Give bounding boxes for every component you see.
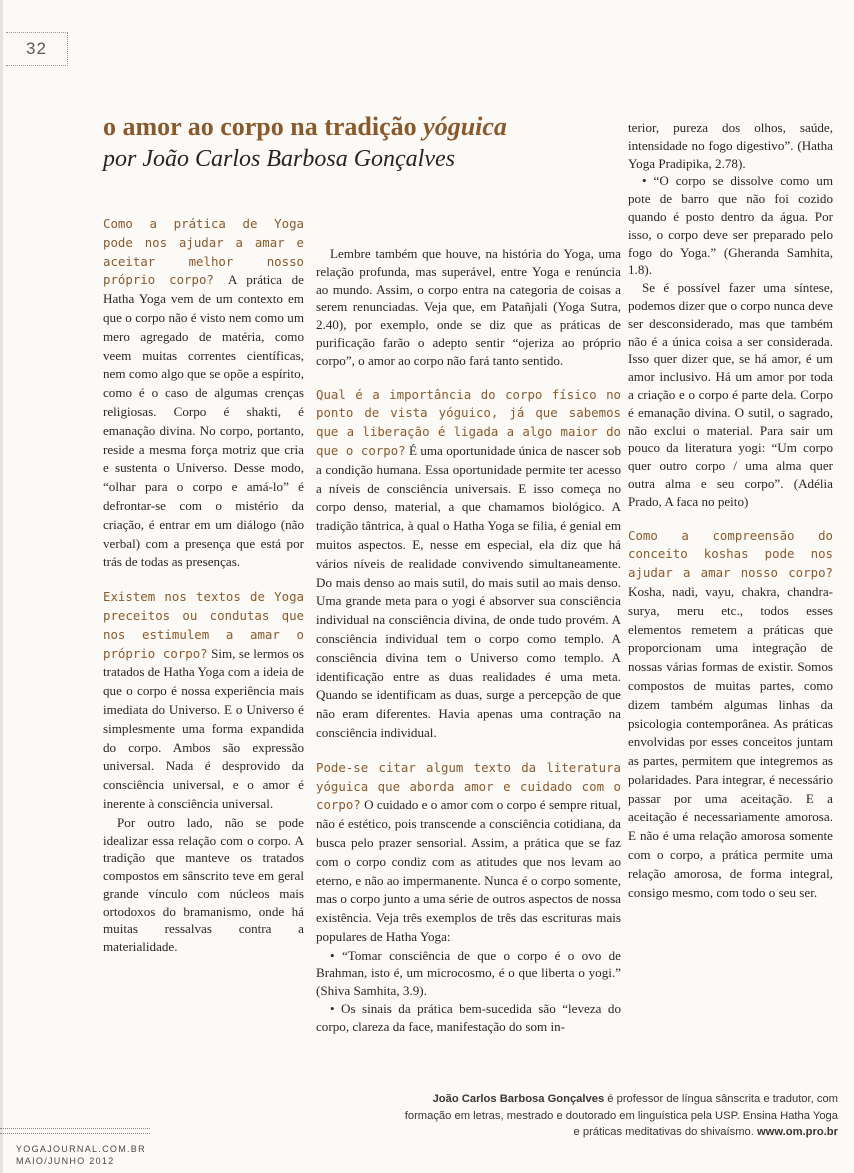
answer-5: Kosha, nadi, vayu, chakra, chandra-surya, meru etc., todos esses elementos remetem a práticas que proporcionam uma integração de nossas várias formas de existir. Somos compostos de muitas partes, como dizem também algumas linhas da psicologia contemporânea. As práticas envolvidas por esses conceitos juntam as partes, permitem que integremos as polaridades. Para integrar, é necessário passar por uma aceitação. E a aceitação é necessariamente amorosa. E não é uma relação amorosa somente com o corpo, a prática permite uma relação amorosa, de forma integral, consigo mesmo, com todo o seu ser. (628, 583, 833, 900)
question-4: Pode-se citar algum texto da literatura yóguica que aborda amor e cuidado com o corpo? (316, 759, 621, 813)
article-title (103, 112, 623, 142)
col1-paragraph-3: Por outro lado, não se pode idealizar essa relação com o corpo. A tradição que manteve os tratados compostos em sânscrito teve em geral grande vínculo com núcleos mais ortodoxos do bramanismo, onde há muitas ressalvas contra a materialidade. (103, 814, 304, 955)
question-3-paragraph (316, 386, 621, 743)
question-5: Como a compreensão do conceito koshas pode nos ajudar a amar nosso corpo? (628, 527, 833, 581)
question-1: Como a prática de Yoga pode nos ajudar a amar e aceitar melhor nosso próprio corpo? (103, 216, 304, 288)
question-1-paragraph (103, 215, 304, 572)
footer-divider (0, 1128, 150, 1129)
title-italic: yóguica (423, 112, 507, 141)
quote-bullet-3: • “O corpo se dissolve como um pote de barro que não foi cozido quando é posto dentro da água. Por isso, o corpo deve ser preparado pelo fogo do Yoga.” (Gheranda Samhita, 1.8). (628, 173, 833, 278)
author-bio-name: João Carlos Barbosa Gonçalves (432, 1093, 605, 1105)
footer-divider-2 (0, 1133, 150, 1134)
author-bio-text: é professor de língua sânscrita e tradutor, com formação em letras, mestrado e doutorado em linguística pela USP. Ensina Hatha Yoga e práticas meditativas do shivaísmo. (404, 1093, 838, 1138)
page-number-text: 32 (26, 39, 47, 58)
question-3: Qual é a importância do corpo físico no ponto de vista yóguico, já que sabemos que a liberação é ligada a algo maior do que o corpo? (316, 386, 621, 458)
col2-paragraph-1: Lembre também que houve, na história do Yoga, uma relação profunda, mas superável, entre Yoga e renúncia ao mundo. Assim, o corpo entra na categoria de coisas a serem renunciadas. Veja que, em Patañjali (Yoga Sutra, 2.40), por exemplo, onde se diz que as práticas de purificação farão o adepto sentir “ojeriza ao próprio corpo”, o amor ao corpo não fará tanto sentido. (316, 246, 621, 368)
column-2 (316, 245, 621, 1036)
col3-paragraph-2: Se é possível fazer uma síntese, podemos dizer que o corpo nunca deve ser desconsiderado, mas que também não é a única coisa a ser considerada. Isso quer dizer que, se há amor, é um amor inclusivo. Há um amor por toda a criação e o corpo é parte dela. Corpo é emanação divina. O sutil, o sagrado, não exclui o material. Para sair um pouco da literatura yogi: “Um corpo quer outro corpo / uma alma quer outra alma e seu corpo”. (Adélia Prado, A faca no peito) (628, 280, 833, 509)
page-edge (0, 0, 3, 1173)
column-3 (628, 119, 833, 902)
article-byline: por João Carlos Barbosa Gonçalves (103, 146, 455, 172)
page-number (6, 32, 68, 66)
title-main: o amor ao corpo na tradição (103, 112, 424, 141)
question-4-paragraph (316, 759, 621, 947)
quote-bullet-1: • “Tomar consciência de que o corpo é o ovo de Brahman, isto é, um microcosmo, é o que liberta o yogi.” (Shiva Samhita, 3.9). (316, 947, 621, 999)
question-5-paragraph (628, 527, 833, 903)
answer-1: A prática de Hatha Yoga vem de um contexto em que o corpo não é visto nem como um mero agregado de matéria, como veem muitas correntes científicas, nem como algo que se opõe a espírito, como é o caso de algumas crenças religiosas. Corpo é shakti, é emanação divina. No corpo, portanto, reside a mesma força motriz que cria e sustenta o Universo. Desse modo, “olhar para o corpo e amá-lo” é defrontar-se com o mistério da criação, é entrar em um diálogo (não verbal) com a presença que está por trás de todas as presenças. (103, 272, 304, 570)
answer-2: Sim, se lermos os tratados de Hatha Yoga com a ideia de que o corpo é nossa experiência mais imediata do Universo. E o Universo é simplesmente uma forma expandida do corpo. Ambos são expressão universal. Nada é desprovido da consciência universal, e o amor é inerente à consciência universal. (103, 645, 304, 811)
author-bio-url: www.om.pro.br (756, 1126, 838, 1138)
footer-issue: MAIO/JUNHO 2012 (16, 1156, 115, 1166)
question-2-paragraph (103, 588, 304, 814)
quote-bullet-2: • Os sinais da prática bem-sucedida são “leveza do corpo, clareza da face, manifestação do som in- (316, 1001, 621, 1034)
col3-paragraph-1: terior, pureza dos olhos, saúde, intensidade no fogo digestivo”. (Hatha Yoga Pradipika, 2.78). (628, 120, 833, 171)
answer-3: É uma oportunidade única de nascer sob a condição humana. Essa oportunidade permite ter acesso a níveis de consciência universais. E isso começa no corpo denso, material, a que chamamos biológico. A tradição tântrica, à qual o Hatha Yoga se filia, é genial em muitos aspectos. E, nesse em especial, ela diz que há vários níveis de realidade convivendo simultaneamente. Do mais denso ao mais sutil, do mais sutil ao mais denso. Uma grande meta para o yogi é absorver sua consciência individual na consciência divina, de onde tudo provém. A consciência individual tem o corpo como templo. A consciência divina tem o Universo como templo. A identificação entre as duas realidades é uma meta. Quando se identificam as duas, surge a percepção de que não eram diferentes. Havia apenas uma contração na consciência individual. (316, 442, 621, 740)
author-bio (400, 1091, 838, 1141)
column-1 (103, 215, 304, 956)
question-2: Existem nos textos de Yoga preceitos ou condutas que nos estimulem a amar o próprio corpo? (103, 589, 304, 661)
answer-4: O cuidado e o amor com o corpo é sempre ritual, não é estético, pois transcende a consciência cotidiana, da busca pelo prazer sensorial. Assim, a prática que se faz com o corpo condiz com as atitudes que nos levam ao eterno, e não ao impermanente. Nunca é o corpo somente, mas o corpo junto a uma série de outros aspectos de nossa existência. Veja três exemplos de três das escrituras mais populares de Hatha Yoga: (316, 797, 621, 944)
footer-site: YOGAJOURNAL.COM.BR (16, 1144, 146, 1154)
